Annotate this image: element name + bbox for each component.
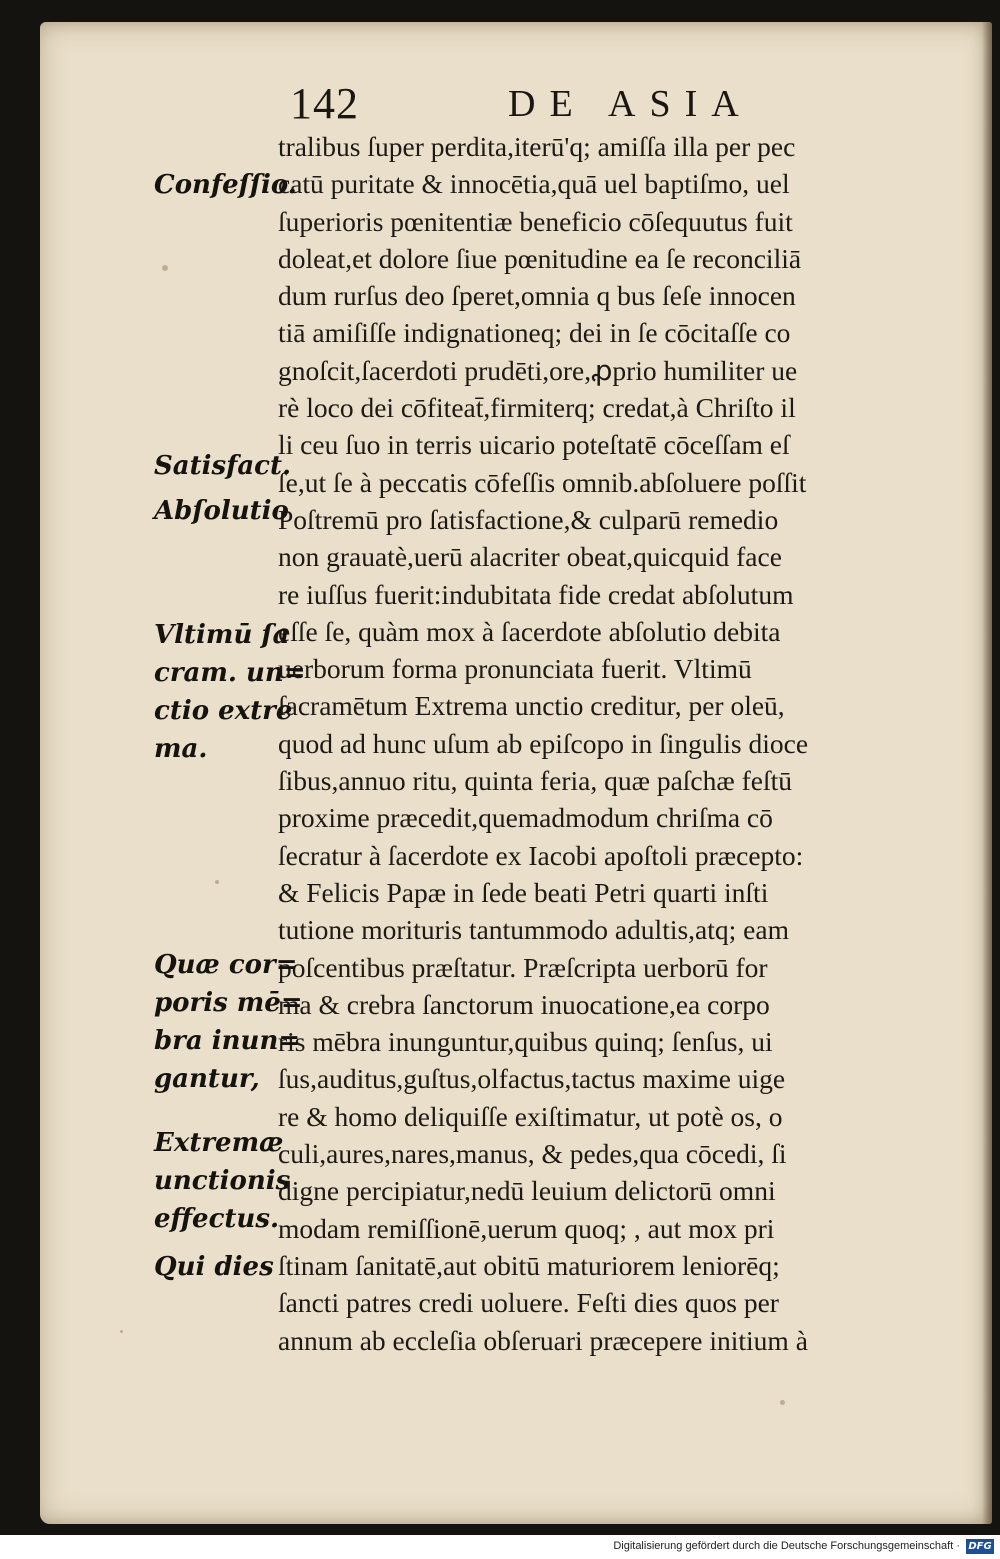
- margin-note-satisfactio: [154, 447, 292, 485]
- text-line: ſuperioris pœnitentiæ beneficio cōſequutus fuit: [278, 205, 793, 237]
- margin-note-qui-dies: [154, 1248, 286, 1286]
- paper-speck: [215, 880, 219, 884]
- text-line: re & homo deliquiſſe exiſtimatur, ut potè os, o: [278, 1100, 783, 1132]
- margin-note-extrema-unctio: [154, 616, 306, 768]
- margin-note-line: Qui dies: [154, 1252, 274, 1282]
- text-line: ſecratur à ſacerdote ex Iacobi apoſtoli præcepto:: [278, 839, 804, 871]
- text-line: ris mēbra inunguntur,quibus quinq; ſenſus, ui: [278, 1026, 773, 1058]
- text-line: culi,aures,nares,manus, & pedes,qua cōcedi, ſi: [278, 1138, 787, 1170]
- body-text: [278, 128, 946, 1359]
- margin-note-line: Satisfact.: [154, 451, 292, 481]
- margin-note-confessio: [154, 166, 297, 204]
- text-line: modam remiſſionē,uerum quoq; , aut mox pri: [278, 1212, 775, 1244]
- text-line: ſe,ut ſe à peccatis cōfeſſis omnib.abſoluere poſſit: [278, 466, 807, 498]
- digitization-footer: [0, 1535, 1000, 1559]
- margin-note-line: unctionis: [154, 1166, 291, 1196]
- text-line: tiā amiſiſſe indignationeq; dei in ſe cōcitaſſe co: [278, 317, 791, 349]
- margin-note-line: Vltimū ſa: [154, 620, 290, 650]
- text-line: catū puritate & innocētia,quā uel baptiſmo, uel: [278, 168, 790, 200]
- margin-note-line: Confeſſio.: [154, 170, 297, 200]
- text-line: proxime præcedit,quemadmodum chriſma cō: [278, 802, 773, 834]
- text-line: rè loco dei cōfiteat̄,firmiterq; credat,à Chriſto il: [278, 392, 796, 424]
- text-line: & Felicis Papæ in ſede beati Petri quarti inſti: [278, 876, 769, 908]
- text-line: uerborum forma pronunciata fuerit. Vltimū: [278, 653, 752, 685]
- margin-note-line: Abſolutio: [154, 496, 289, 526]
- text-line: tralibus ſuper perdita,iterū'q; amiſſa illa per pec: [278, 131, 796, 162]
- margin-note-unctionis-effectus: [154, 1124, 291, 1238]
- text-line: annum ab eccleſia obſeruari præcepere initium à: [278, 1324, 808, 1356]
- funding-credit: Digitalisierung gefördert durch die Deutsche Forschungsgemeinschaft ·: [613, 1540, 960, 1552]
- margin-note-absolutio: [154, 492, 289, 530]
- running-head: DE ASIA: [508, 83, 753, 125]
- text-line: quod ad hunc uſum ab epiſcopo in ſingulis dioce: [278, 727, 809, 759]
- text-line: tutione morituris tantummodo adultis,atq; eam: [278, 914, 789, 946]
- text-line: dum rurſus deo ſperet,omnia q bus ſeſe innocen: [278, 280, 796, 312]
- text-line: ſus,auditus,guſtus,olfactus,tactus maxime uige: [278, 1063, 786, 1095]
- margin-note-line: ctio extre: [154, 696, 293, 726]
- paper-speck: [162, 265, 168, 271]
- margin-note-line: ma.: [154, 734, 208, 764]
- margin-note-line: bra inun=: [154, 1026, 301, 1056]
- text-line: li ceu ſuo in terris uicario poteſtatē cōceſſam eſ: [278, 429, 790, 461]
- page-edge-shadow: [982, 22, 992, 1524]
- text-line: ma & crebra ſanctorum inuocatione,ea corpo: [278, 988, 770, 1020]
- margin-note-line: cram. un=: [154, 658, 306, 688]
- text-line: ſancti patres credi uoluere. Feſti dies quos per: [278, 1287, 779, 1319]
- text-line: ſibus,annuo ritu, quinta feria, quæ paſchæ feſtū: [278, 765, 792, 797]
- text-line: non grauatè,uerū alacriter obeat,quicquid face: [278, 541, 782, 573]
- margin-note-line: poris mē=: [154, 988, 303, 1018]
- paper-speck: [120, 1330, 123, 1333]
- text-line: doleat,et dolore ſiue pœnitudine ea ſe reconciliā: [278, 242, 802, 274]
- margin-note-line: effectus.: [154, 1204, 280, 1234]
- dfg-logo: DFG: [966, 1539, 994, 1554]
- text-line: Poſtremū pro ſatisfactione,& culparū remedio: [278, 503, 779, 535]
- margin-note-line: Quæ cor=: [154, 950, 298, 980]
- margin-note-line: gantur,: [154, 1064, 260, 1094]
- text-line: ſtinam ſanitatē,aut obitū maturiorem leniorēq;: [278, 1249, 780, 1281]
- paper-speck: [780, 1400, 785, 1405]
- text-line: poſcentibus præſtatur. Præſcripta uerborū for: [278, 951, 768, 983]
- text-line: gnoſcit,ſacerdoti prudēti,ore,ꝓprio humiliter ue: [278, 354, 798, 386]
- page-header: [290, 78, 770, 130]
- text-line: eſſe ſe, quàm mox à ſacerdote abſolutio debita: [278, 615, 781, 647]
- text-line: ſacramētum Extrema unctio creditur, per oleū,: [278, 690, 785, 722]
- text-line: re iuſſus fuerit:indubitata fide credat abſolutum: [278, 578, 794, 610]
- page-number: 142: [290, 79, 359, 128]
- margin-note-corporis-membra: [154, 946, 303, 1098]
- margin-note-line: Extremæ: [154, 1128, 284, 1158]
- text-line: digne percipiatur,nedū leuium delictorū omni: [278, 1175, 776, 1207]
